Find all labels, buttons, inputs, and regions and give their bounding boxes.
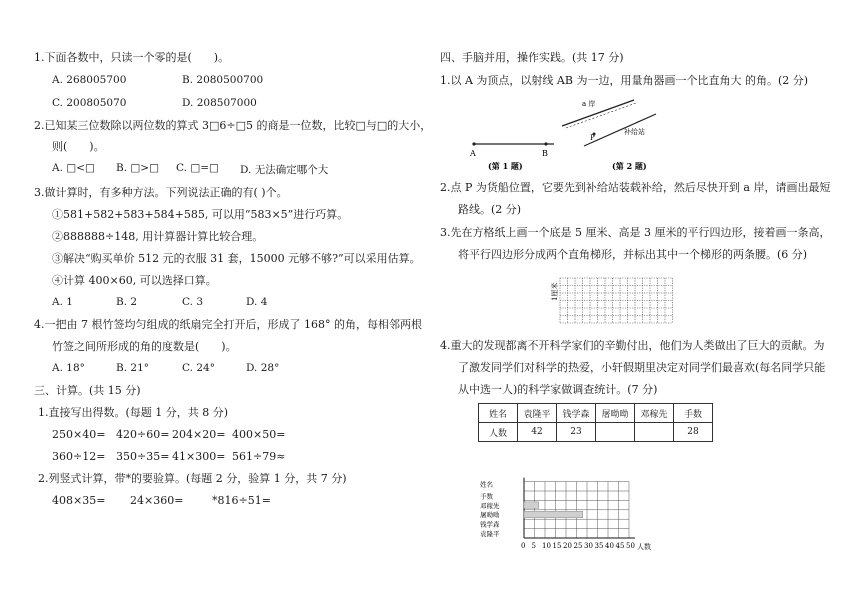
- q3-statement-4: ④计算 400×60, 可以选择口算。: [52, 274, 217, 287]
- table-cell[interactable]: [635, 423, 674, 442]
- calc2-item: 408×35=: [52, 494, 106, 507]
- calc1-item: 250×40=: [52, 428, 106, 441]
- q1-option-a[interactable]: A. 268005700: [52, 74, 127, 86]
- x-tick-label: 20: [563, 542, 572, 550]
- grid-scale-label: 1厘米: [551, 282, 559, 301]
- x-tick-label: 0: [521, 542, 526, 550]
- q2-option-c[interactable]: C. □=□: [176, 162, 219, 174]
- q1-stem: 1.下面各数中，只读一个零的是( )。: [34, 51, 230, 64]
- table-cell[interactable]: [596, 423, 635, 442]
- x-axis-label: 人数: [637, 543, 651, 551]
- x-tick-label: 35: [594, 542, 604, 550]
- q4-option-d[interactable]: D. 28°: [246, 362, 280, 374]
- calc2-item: *816÷51=: [212, 494, 271, 507]
- q1-option-c[interactable]: C. 200805070: [52, 97, 127, 109]
- q3-statement-1: ①581+582+583+584+585, 可以用“583×5”进行巧算。: [52, 208, 349, 221]
- p2-stem: 2.点 P 为货船位置，它要先到补给站装载补给，然后尽快开到 a 岸，请画出最短: [440, 181, 831, 194]
- q3-option-b[interactable]: B. 2: [116, 296, 138, 308]
- q1-option-b[interactable]: B. 2080500700: [182, 74, 264, 86]
- calc1-item: 420÷60=: [116, 428, 170, 441]
- p4-stem-cont-1: 了激发同学们对科学的热爱，小轩假期里决定对同学们最喜欢(每名同学只能: [458, 361, 826, 374]
- table-cell: 23: [557, 423, 596, 442]
- bar: [524, 511, 583, 517]
- x-tick-label: 45: [615, 542, 625, 550]
- q2-stem: 2.已知某三位数除以两位数的算式 3□6÷□5 的商是一位数，比较□与□的大小，: [34, 119, 432, 132]
- point-a-label: A: [470, 149, 476, 158]
- p2-stem-cont: 路线。(2 分): [458, 203, 522, 216]
- p3-stem: 3.先在方格纸上画一个底是 5 厘米、高是 3 厘米的平行四边形，接着画一条高，: [440, 226, 831, 239]
- bar-chart[interactable]: [472, 455, 692, 551]
- x-tick-label: 5: [531, 542, 536, 550]
- calc1-item: 400×50=: [232, 428, 286, 441]
- y-tick-label: 袁隆平: [480, 530, 500, 538]
- x-tick-label: 10: [542, 542, 551, 550]
- figure-1: [469, 142, 554, 171]
- x-tick-label: 40: [605, 542, 614, 550]
- calc1-item: 561÷79≈: [232, 450, 286, 463]
- y-axis-label: 姓名: [480, 480, 493, 489]
- calc2-item: 24×360=: [130, 494, 184, 507]
- shore-label: a 岸: [582, 100, 596, 108]
- figures-1-2: [466, 96, 688, 172]
- q4-stem-cont: 竹签之间所形成的角的度数是( )。: [52, 340, 237, 353]
- table-cell: 42: [518, 423, 557, 442]
- q4-stem: 4.一把由 7 根竹签均匀组成的纸扇完全打开后，形成了 168° 的角，每相邻两根: [34, 318, 422, 331]
- q3-option-c[interactable]: C. 3: [182, 296, 204, 308]
- q4-option-a[interactable]: A. 18°: [52, 362, 85, 374]
- figure-1-caption: (第 1 题): [488, 161, 523, 171]
- y-tick-label: 屠呦呦: [480, 511, 500, 520]
- calc2-stem: 2.列竖式计算，带*的要验算。(每题 2 分，验算 1 分，共 7 分): [38, 472, 347, 485]
- x-tick-label: 15: [552, 542, 562, 550]
- q2-option-a[interactable]: A. □<□: [52, 162, 95, 174]
- section-3-title: 三、计算。(共 15 分): [34, 384, 141, 397]
- p4-stem-cont-2: 从中选一人)的科学家做调查统计。(7 分): [458, 383, 658, 396]
- q3-stem: 3.做计算时，有多种方法。下列说法正确的有( )个。: [34, 186, 288, 199]
- p4-stem: 4.重大的发现都离不开科学家们的辛勤付出，他们为人类做出了巨大的贡献。为: [440, 339, 825, 352]
- y-tick-label: 手数: [480, 492, 493, 501]
- calc1-item: 41×300=: [172, 450, 226, 463]
- station-label: 补给站: [624, 128, 645, 136]
- q2-option-d[interactable]: D. 无法确定哪个大: [240, 164, 329, 176]
- table-cell: 人数: [479, 423, 518, 442]
- table-header-row: [479, 404, 713, 423]
- table-header-cell: 袁隆平: [518, 404, 557, 423]
- y-tick-label: 邓稼先: [480, 501, 500, 510]
- square-grid[interactable]: [546, 272, 676, 328]
- chart-grid: [524, 482, 629, 538]
- figure-2: [562, 99, 656, 171]
- p1-stem: 1.以 A 为顶点，以射线 AB 为一边，用量角器画一个比直角大 的角。(2 分): [440, 74, 809, 87]
- calc1-stem: 1.直接写出得数。(每题 1 分，共 8 分): [38, 406, 229, 419]
- survey-table: [478, 403, 713, 442]
- q3-option-d[interactable]: D. 4: [246, 296, 268, 308]
- figure-2-caption: (第 2 题): [612, 161, 647, 171]
- q1-option-d[interactable]: D. 208507000: [182, 97, 257, 109]
- q2-stem-cont: 则( )。: [52, 140, 105, 153]
- bar: [524, 502, 539, 508]
- x-tick-label: 25: [573, 542, 583, 550]
- table-header-cell: 手数: [674, 404, 713, 423]
- q4-option-b[interactable]: B. 21°: [116, 362, 150, 374]
- point-b-label: B: [542, 149, 548, 158]
- x-tick-label: 50: [626, 542, 635, 550]
- calc1-item: 360÷12=: [52, 450, 106, 463]
- q2-option-b[interactable]: B. □>□: [116, 162, 160, 174]
- table-header-cell: 邓稼先: [635, 404, 674, 423]
- y-tick-label: 钱学森: [480, 520, 500, 529]
- table-row: [479, 423, 713, 442]
- calc1-item: 350÷35=: [116, 450, 170, 463]
- q4-option-c[interactable]: C. 24°: [182, 362, 215, 374]
- x-tick-label: 30: [584, 542, 593, 550]
- q3-statement-2: ②888888÷148, 用计算器计算比较合理。: [52, 230, 264, 243]
- section-4-title: 四、手脑并用，操作实践。(共 17 分): [440, 51, 624, 64]
- table-header-cell: 姓名: [479, 404, 518, 423]
- calc1-item: 204×20=: [172, 428, 226, 441]
- table-header-cell: 钱学森: [557, 404, 596, 423]
- table-cell: 28: [674, 423, 713, 442]
- p3-stem-cont: 将平行四边形分成两个直角梯形，并标出其中一个梯形的两条腰。(6 分): [458, 248, 808, 261]
- q3-option-a[interactable]: A. 1: [52, 296, 73, 308]
- q3-statement-3: ③解决“购买单价 512 元的衣服 31 套，15000 元够不够?”可以采用估算。: [52, 252, 421, 265]
- table-header-cell: 屠呦呦: [596, 404, 635, 423]
- point-p-label: P: [590, 134, 595, 142]
